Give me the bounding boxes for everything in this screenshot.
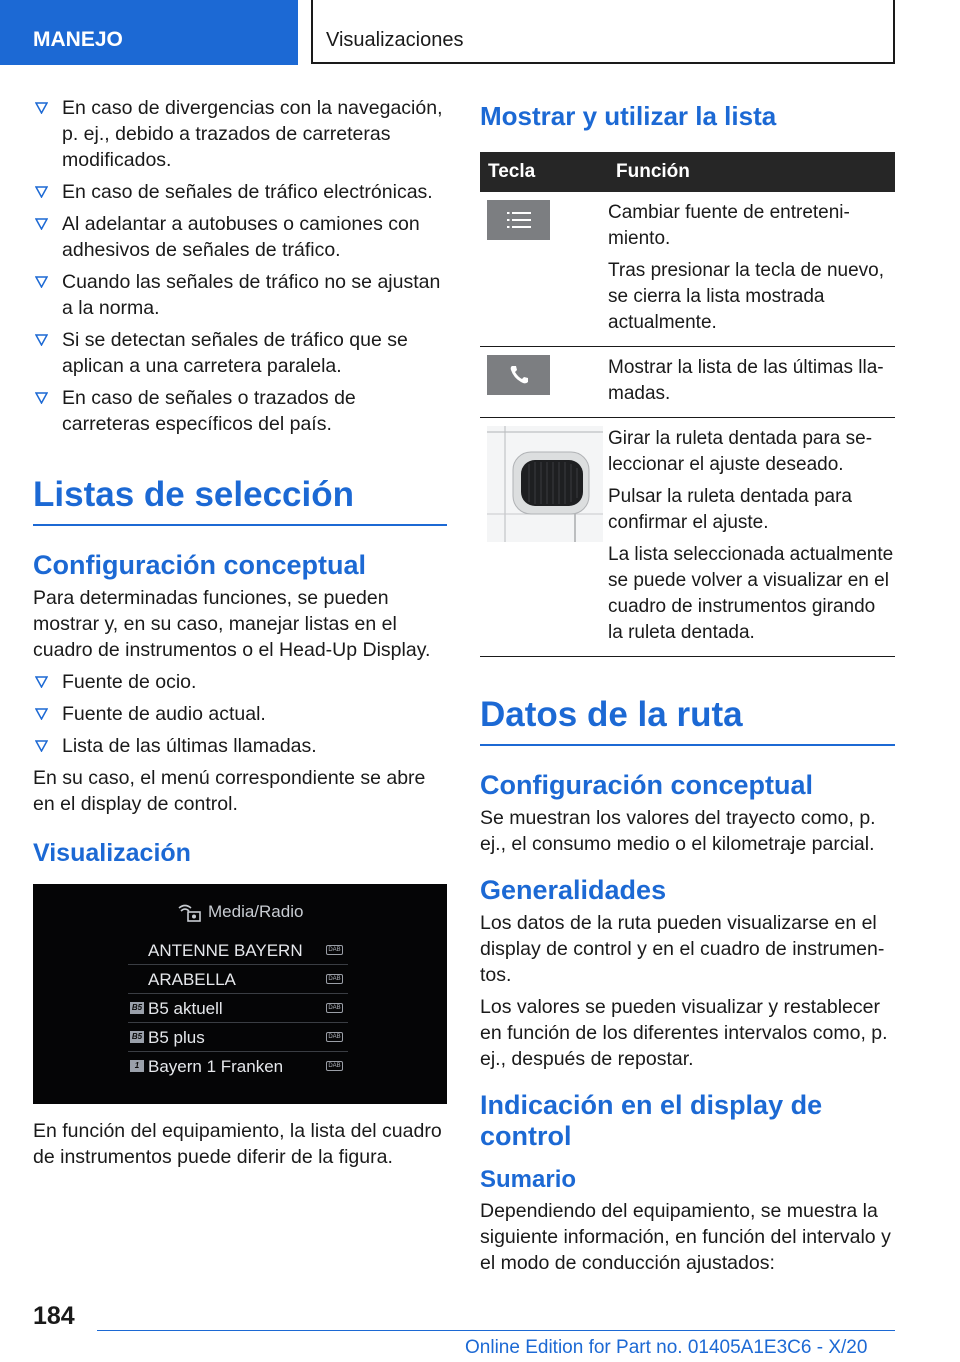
function-text: Mostrar la lista de las últimas llamadas. — [608, 357, 884, 404]
function-text: La lista seleccionada actualmente se puede volver a visualizar en el cuadro de instrumentos girando la ruleta dentada. — [608, 544, 894, 643]
dab-icon: DAB — [326, 945, 343, 955]
chapter-tab: Visualizaciones — [311, 0, 895, 64]
bullet-list-top — [33, 95, 447, 437]
list-item: Al adelantar a autobuses o camiones con adhesivos de señales de tráfico. — [33, 211, 447, 263]
station-row: B5 B5 aktuell DAB — [128, 995, 348, 1023]
heading-indicacion: Indicación en el display de control — [480, 1090, 823, 1151]
heading-concept-listas: Configuración conceptual — [33, 550, 367, 580]
footer-divider — [97, 1330, 895, 1331]
triangle-bullet-icon — [35, 708, 48, 720]
left-column — [33, 95, 447, 1176]
heading-listas: Listas de selección — [33, 475, 447, 526]
dab-icon: DAB — [326, 1032, 343, 1042]
phone-icon — [508, 364, 530, 386]
concept-text-datos: Se muestran los valores del trayecto como, p. ej., el consumo medio o el kilometraje parcial. — [480, 807, 876, 855]
function-text: Tras presionar la tecla de nuevo, se cierra la lista mostrada actualmente. — [608, 260, 885, 333]
station-row: B5 B5 plus DAB — [128, 1024, 348, 1052]
dab-icon: DAB — [326, 1061, 343, 1071]
heading-mostrar: Mostrar y utilizar la lista — [480, 101, 777, 131]
key-function-table — [480, 152, 895, 657]
dab-icon: DAB — [326, 974, 343, 984]
station-row: ARABELLA DAB — [128, 966, 348, 994]
section-tab: MANEJO — [0, 0, 298, 65]
dab-icon: DAB — [326, 1003, 343, 1013]
right-column — [480, 95, 895, 1282]
after-text-listas: En su caso, el menú correspondiente se abre en el display de control. — [33, 767, 426, 815]
media-radio-screen-figure — [33, 884, 447, 1104]
footer-edition-text: Online Edition for Part no. 01405A1E3C6 - X/20 — [465, 1337, 868, 1358]
triangle-bullet-icon — [35, 740, 48, 752]
concept-text-listas: Para determinadas funciones, se pueden mostrar y, en su caso, manejar listas en el cuadro de instrumentos o el Head-Up Display. — [33, 587, 431, 661]
bayern-logo-icon: 1 — [130, 1060, 144, 1072]
table-row — [480, 347, 895, 418]
triangle-bullet-icon — [35, 334, 48, 346]
station-row: 1 Bayern 1 Franken DAB — [128, 1053, 348, 1081]
function-text: Girar la ruleta dentada para seleccionar el ajuste deseado. — [608, 428, 873, 475]
b5-logo-icon: B5 — [131, 1032, 143, 1041]
b5-logo-icon: B5 — [131, 1003, 143, 1012]
heading-sumario: Sumario — [480, 1166, 577, 1193]
heading-generalidades: Generalidades — [480, 875, 667, 905]
triangle-bullet-icon — [35, 102, 48, 114]
function-text: Pulsar la ruleta dentada para confirmar el ajuste. — [608, 486, 852, 533]
list-item: Si se detectan señales de tráfico que se aplican a una carretera paralela. — [33, 327, 447, 379]
triangle-bullet-icon — [35, 392, 48, 404]
triangle-bullet-icon — [35, 676, 48, 688]
list-key-button — [487, 200, 550, 240]
general-text: Los valores se pueden visualizar y restablecer en función de los diferentes intervalos como, p. ej., después de repostar. — [480, 996, 888, 1070]
page-number: 184 — [33, 1302, 75, 1330]
thumbwheel-icon — [487, 426, 603, 542]
list-item: Lista de las últimas llamadas. — [33, 733, 447, 759]
bullet-list-listas — [33, 669, 447, 759]
list-item: Cuando las señales de tráfico no se ajustan a la norma. — [33, 269, 447, 321]
list-item: En caso de divergencias con la navegación, p. ej., debido a trazados de carreteras modificados. — [33, 95, 447, 173]
triangle-bullet-icon — [35, 186, 48, 198]
general-text: Los datos de la ruta pueden visualizarse en el display de control y en el cuadro de instrumentos. — [480, 912, 885, 986]
table-header-key: Tecla — [480, 152, 608, 192]
screen-title: Media/Radio — [208, 902, 304, 921]
table-row — [480, 418, 895, 657]
media-radio-icon — [176, 901, 202, 923]
heading-concept-datos: Configuración conceptual — [480, 770, 814, 800]
heading-visualizacion: Visualización — [33, 839, 191, 867]
list-item: En caso de señales o trazados de carreteras específicos del país. — [33, 385, 447, 437]
table-row — [480, 192, 895, 347]
heading-datos: Datos de la ruta — [480, 695, 895, 746]
function-text: Cambiar fuente de entretenimiento. — [608, 202, 850, 249]
figure-caption: En función del equipamiento, la lista del cuadro de instrumentos puede diferir de la figura. — [33, 1120, 442, 1168]
phone-key-button — [487, 355, 550, 395]
triangle-bullet-icon — [35, 276, 48, 288]
sumario-text: Dependiendo del equipamiento, se muestra la siguiente información, en función del intervalo y el modo de conducción ajustados: — [480, 1200, 891, 1274]
list-item: En caso de señales de tráfico electrónicas. — [33, 179, 447, 205]
list-icon — [506, 209, 532, 231]
station-row: ANTENNE BAYERN DAB — [128, 937, 348, 965]
list-item: Fuente de ocio. — [33, 669, 447, 695]
list-item: Fuente de audio actual. — [33, 701, 447, 727]
table-header-function: Función — [608, 152, 895, 192]
triangle-bullet-icon — [35, 218, 48, 230]
